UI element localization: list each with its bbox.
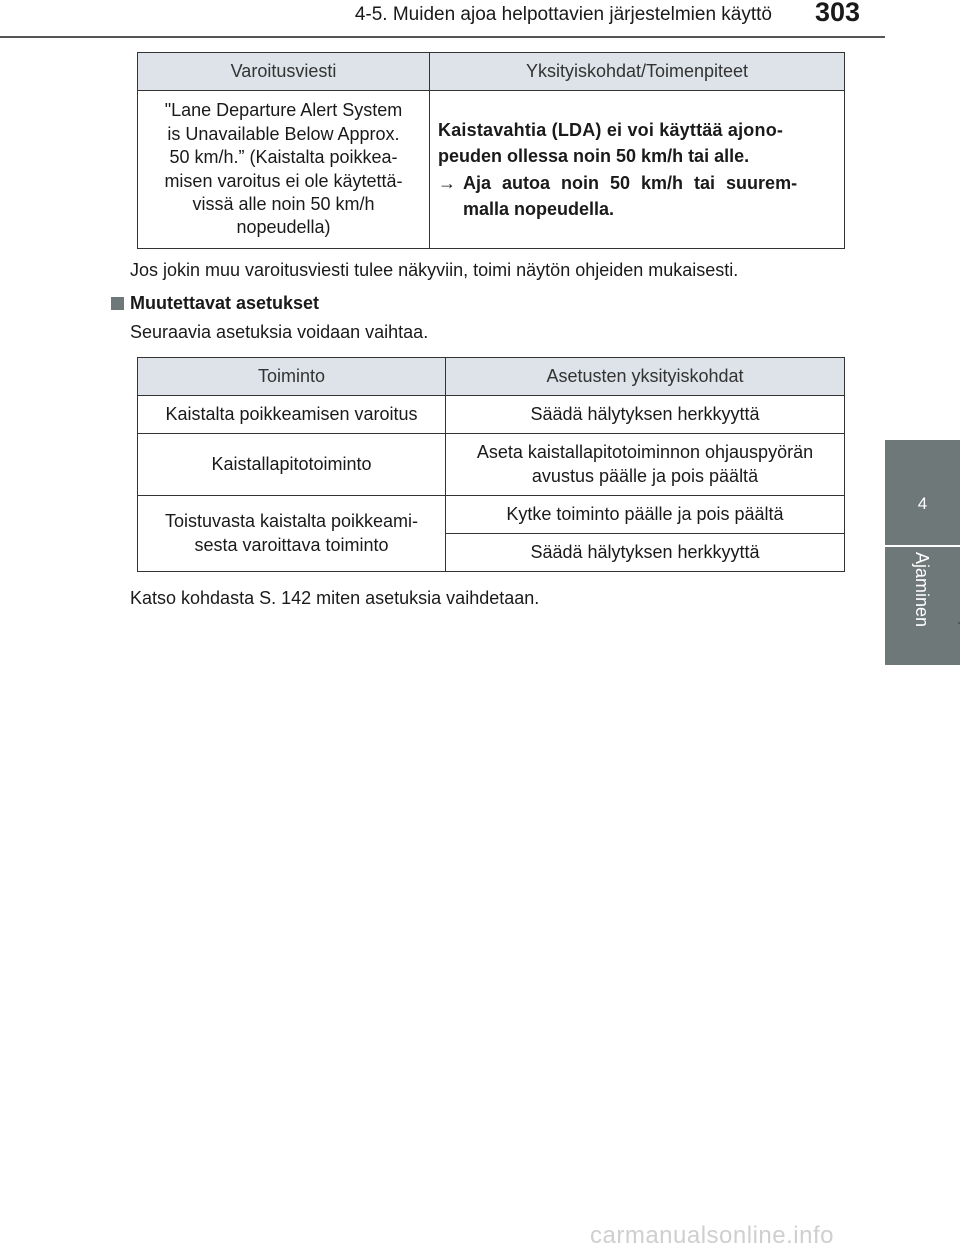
message-line: "Lane Departure Alert System xyxy=(164,100,403,121)
function-line: sesta varoittava toiminto xyxy=(194,534,389,555)
message-line: misen varoitus ei ole käytettä- xyxy=(164,170,403,191)
detail-line: peuden ollessa noin 50 km/h tai alle. xyxy=(438,146,750,167)
side-tab-divider xyxy=(885,545,960,547)
action-line xyxy=(438,170,834,196)
action-line xyxy=(438,196,834,222)
table-row xyxy=(138,396,845,434)
table-header-row xyxy=(138,53,845,91)
message-line: is Unavailable Below Approx. xyxy=(167,123,400,144)
table-row xyxy=(138,434,845,496)
column-header: Asetusten yksityiskohdat xyxy=(446,358,845,396)
section-title: 4-5. Muiden ajoa helpottavien järjestelmien käyttö xyxy=(354,4,772,25)
other-messages-note: Jos jokin muu varoitusviesti tulee näkyviin, toimi näytön ohjeiden mukaisesti. xyxy=(130,260,739,280)
action-text: malla nopeudella. xyxy=(463,198,615,219)
chapter-label: Ajaminen xyxy=(912,552,932,628)
detail-line: Aseta kaistallapitotoiminnon ohjauspyörän xyxy=(476,442,814,463)
watermark: carmanualsonline.info xyxy=(590,1222,834,1249)
settings-footer-note: Katso kohdasta S. 142 miten asetuksia vaihdetaan. xyxy=(130,588,540,608)
detail-line: Kaistavahtia (LDA) ei voi käyttää ajono- xyxy=(438,120,784,141)
function-line: Toistuvasta kaistalta poikkeami- xyxy=(164,511,419,532)
table-row xyxy=(138,91,845,249)
function-cell: Kaistallapitotoiminto xyxy=(138,434,446,496)
settings-heading xyxy=(111,293,319,314)
column-header: Toiminto xyxy=(138,358,446,396)
settings-table xyxy=(137,357,845,572)
function-cell xyxy=(138,496,446,572)
function-cell: Kaistalta poikkeamisen varoitus xyxy=(138,396,446,434)
chapter-number: 4 xyxy=(917,494,928,513)
message-line: nopeudella) xyxy=(236,217,331,238)
warning-message-table xyxy=(137,52,845,249)
settings-heading-text: Muutettavat asetukset xyxy=(130,293,320,313)
square-bullet-icon xyxy=(111,297,124,310)
column-header: Yksityiskohdat/Toimenpiteet xyxy=(430,53,845,91)
detail-cell: Kytke toiminto päälle ja pois päältä xyxy=(446,496,845,534)
header-rule xyxy=(0,36,885,38)
detail-cell: Säädä hälytyksen herkkyyttä xyxy=(446,396,845,434)
detail-cell: Säädä hälytyksen herkkyyttä xyxy=(446,534,845,572)
table-header-row xyxy=(138,358,845,396)
warning-message-cell xyxy=(138,91,430,249)
page-header xyxy=(0,0,960,40)
detail-line: avustus päälle ja pois päältä xyxy=(531,465,759,486)
page-number: 303 xyxy=(814,0,860,27)
table-row xyxy=(138,496,845,534)
column-header: Varoitusviesti xyxy=(138,53,430,91)
action-text: Aja autoa noin 50 km/h tai suurem- xyxy=(463,172,798,193)
settings-intro: Seuraavia asetuksia voidaan vaihtaa. xyxy=(130,322,429,342)
warning-detail-cell xyxy=(430,91,845,249)
chapter-side-tab xyxy=(885,440,960,665)
message-line: 50 km/h.” (Kaistalta poikkea- xyxy=(169,147,398,168)
arrow-right-icon: → xyxy=(438,172,456,193)
detail-cell xyxy=(446,434,845,496)
message-line: vissä alle noin 50 km/h xyxy=(192,193,375,214)
